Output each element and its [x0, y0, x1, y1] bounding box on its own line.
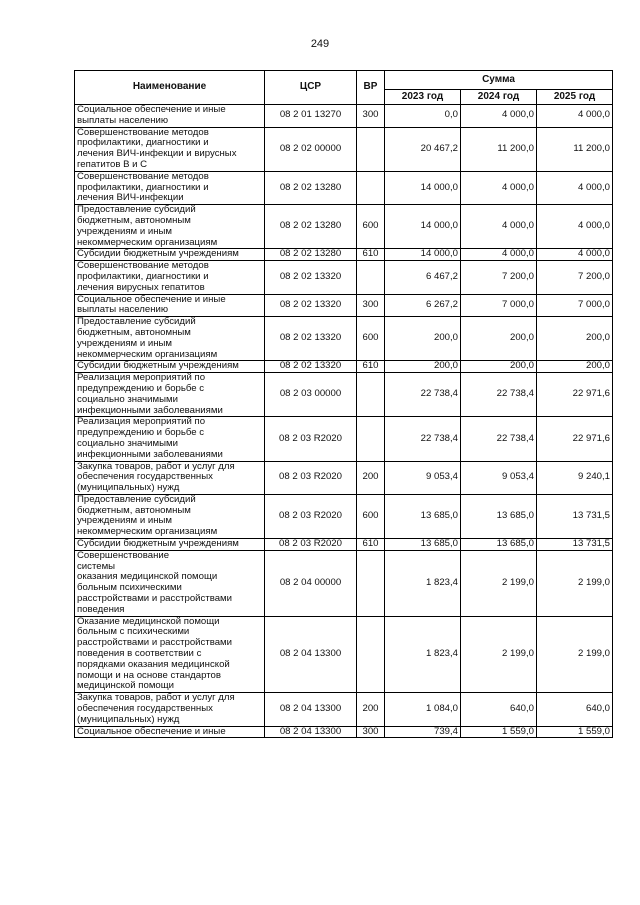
cell-2025: 7 000,0	[537, 294, 613, 317]
cell-2023: 13 685,0	[385, 539, 461, 551]
cell-csr: 08 2 03 R2020	[265, 461, 357, 494]
cell-name: Совершенствование системы оказания медицинской помощи больным психическими расстройствами и расстройствами поведения	[75, 550, 265, 616]
cell-2025: 7 200,0	[537, 261, 613, 294]
table-body	[75, 105, 613, 738]
cell-2025: 13 731,5	[537, 539, 613, 551]
cell-2023: 1 823,4	[385, 616, 461, 693]
cell-2023: 0,0	[385, 105, 461, 128]
cell-2024: 200,0	[461, 317, 537, 361]
cell-2023: 20 467,2	[385, 127, 461, 171]
cell-2024: 4 000,0	[461, 249, 537, 261]
cell-2025: 9 240,1	[537, 461, 613, 494]
cell-2023: 6 267,2	[385, 294, 461, 317]
header-csr: ЦСР	[265, 71, 357, 105]
cell-2023: 22 738,4	[385, 373, 461, 417]
cell-2024: 22 738,4	[461, 373, 537, 417]
table-row	[75, 616, 613, 693]
cell-2024: 22 738,4	[461, 417, 537, 461]
cell-name: Предоставление субсидий бюджетным, автономным учреждениям и иным некоммерческим организациям	[75, 494, 265, 538]
cell-2024: 7 200,0	[461, 261, 537, 294]
cell-vr: 600	[357, 317, 385, 361]
cell-2025: 1 559,0	[537, 726, 613, 738]
cell-csr: 08 2 02 13280	[265, 205, 357, 249]
cell-csr: 08 2 04 13300	[265, 726, 357, 738]
cell-2023: 9 053,4	[385, 461, 461, 494]
cell-csr: 08 2 02 13320	[265, 317, 357, 361]
cell-name: Совершенствование методов профилактики, диагностики и лечения вирусных гепатитов	[75, 261, 265, 294]
cell-name: Социальное обеспечение и иные выплаты населению	[75, 105, 265, 128]
cell-name: Совершенствование методов профилактики, диагностики и лечения ВИЧ-инфекции и вирусных гепатитов В и С	[75, 127, 265, 171]
table-row	[75, 127, 613, 171]
page-number: 249	[310, 38, 330, 50]
cell-2024: 1 559,0	[461, 726, 537, 738]
cell-2024: 200,0	[461, 361, 537, 373]
cell-2023: 14 000,0	[385, 249, 461, 261]
cell-2023: 13 685,0	[385, 494, 461, 538]
header-year-2024: 2024 год	[461, 90, 537, 105]
cell-2025: 4 000,0	[537, 205, 613, 249]
table-row	[75, 105, 613, 128]
cell-2024: 4 000,0	[461, 171, 537, 204]
cell-vr: 300	[357, 105, 385, 128]
header-name: Наименование	[75, 71, 265, 105]
cell-2024: 2 199,0	[461, 616, 537, 693]
cell-csr: 08 2 03 00000	[265, 373, 357, 417]
table-row	[75, 539, 613, 551]
cell-vr: 200	[357, 461, 385, 494]
cell-2024: 4 000,0	[461, 105, 537, 128]
cell-name: Субсидии бюджетным учреждениям	[75, 249, 265, 261]
cell-2025: 4 000,0	[537, 105, 613, 128]
cell-csr: 08 2 02 13280	[265, 171, 357, 204]
table-row	[75, 317, 613, 361]
cell-vr	[357, 127, 385, 171]
header-sum: Сумма	[385, 71, 613, 90]
cell-2025: 2 199,0	[537, 616, 613, 693]
cell-2024: 640,0	[461, 693, 537, 726]
cell-vr: 200	[357, 693, 385, 726]
table-row	[75, 361, 613, 373]
cell-csr: 08 2 04 13300	[265, 616, 357, 693]
cell-vr	[357, 417, 385, 461]
cell-csr: 08 2 02 13320	[265, 261, 357, 294]
cell-2024: 11 200,0	[461, 127, 537, 171]
cell-vr: 300	[357, 294, 385, 317]
cell-vr	[357, 373, 385, 417]
cell-2024: 9 053,4	[461, 461, 537, 494]
cell-csr: 08 2 03 R2020	[265, 494, 357, 538]
cell-2025: 200,0	[537, 317, 613, 361]
cell-2023: 1 823,4	[385, 550, 461, 616]
table-row	[75, 294, 613, 317]
cell-2025: 640,0	[537, 693, 613, 726]
cell-csr: 08 2 03 R2020	[265, 417, 357, 461]
cell-csr: 08 2 01 13270	[265, 105, 357, 128]
cell-2025: 4 000,0	[537, 171, 613, 204]
cell-csr: 08 2 04 13300	[265, 693, 357, 726]
cell-name: Закупка товаров, работ и услуг для обеспечения государственных (муниципальных) нужд	[75, 461, 265, 494]
cell-name: Закупка товаров, работ и услуг для обеспечения государственных (муниципальных) нужд	[75, 693, 265, 726]
cell-vr: 610	[357, 539, 385, 551]
header-year-2023: 2023 год	[385, 90, 461, 105]
cell-csr: 08 2 02 13320	[265, 294, 357, 317]
cell-2023: 739,4	[385, 726, 461, 738]
cell-2025: 2 199,0	[537, 550, 613, 616]
cell-2023: 14 000,0	[385, 171, 461, 204]
cell-2023: 1 084,0	[385, 693, 461, 726]
table-row	[75, 205, 613, 249]
cell-vr	[357, 550, 385, 616]
cell-vr	[357, 616, 385, 693]
cell-2024: 2 199,0	[461, 550, 537, 616]
table-row	[75, 494, 613, 538]
cell-2024: 7 000,0	[461, 294, 537, 317]
table-row	[75, 417, 613, 461]
cell-2025: 22 971,6	[537, 417, 613, 461]
cell-vr: 300	[357, 726, 385, 738]
table-row	[75, 693, 613, 726]
cell-name: Социальное обеспечение и иные	[75, 726, 265, 738]
table-row	[75, 461, 613, 494]
cell-2023: 6 467,2	[385, 261, 461, 294]
cell-csr: 08 2 02 00000	[265, 127, 357, 171]
header-year-2025: 2025 год	[537, 90, 613, 105]
cell-name: Оказание медицинской помощи больным с психическими расстройствами и расстройствами поведения в соответствии с порядками оказания медицинской помощи и на основе стандартов медицинской помощи	[75, 616, 265, 693]
cell-vr: 600	[357, 205, 385, 249]
table-row	[75, 261, 613, 294]
cell-name: Социальное обеспечение и иные выплаты населению	[75, 294, 265, 317]
cell-2023: 14 000,0	[385, 205, 461, 249]
cell-name: Реализация мероприятий по предупреждению и борьбе с социально значимыми инфекционными заболеваниями	[75, 417, 265, 461]
table-row	[75, 726, 613, 738]
cell-2025: 200,0	[537, 361, 613, 373]
cell-2023: 200,0	[385, 361, 461, 373]
table-row	[75, 249, 613, 261]
budget-table	[74, 70, 613, 738]
cell-vr: 600	[357, 494, 385, 538]
cell-2025: 22 971,6	[537, 373, 613, 417]
cell-csr: 08 2 03 R2020	[265, 539, 357, 551]
cell-name: Субсидии бюджетным учреждениям	[75, 361, 265, 373]
table-row	[75, 373, 613, 417]
cell-csr: 08 2 02 13280	[265, 249, 357, 261]
cell-vr: 610	[357, 249, 385, 261]
cell-2024: 13 685,0	[461, 494, 537, 538]
cell-vr: 610	[357, 361, 385, 373]
table-row	[75, 171, 613, 204]
cell-2023: 200,0	[385, 317, 461, 361]
cell-name: Реализация мероприятий по предупреждению и борьбе с социально значимыми инфекционными заболеваниями	[75, 373, 265, 417]
cell-vr	[357, 171, 385, 204]
cell-2025: 11 200,0	[537, 127, 613, 171]
cell-csr: 08 2 04 00000	[265, 550, 357, 616]
cell-vr	[357, 261, 385, 294]
cell-name: Субсидии бюджетным учреждениям	[75, 539, 265, 551]
cell-2024: 4 000,0	[461, 205, 537, 249]
cell-2025: 4 000,0	[537, 249, 613, 261]
cell-2025: 13 731,5	[537, 494, 613, 538]
cell-2023: 22 738,4	[385, 417, 461, 461]
cell-name: Предоставление субсидий бюджетным, автономным учреждениям и иным некоммерческим организациям	[75, 205, 265, 249]
cell-csr: 08 2 02 13320	[265, 361, 357, 373]
table-row	[75, 550, 613, 616]
cell-name: Предоставление субсидий бюджетным, автономным учреждениям и иным некоммерческим организациям	[75, 317, 265, 361]
header-vr: ВР	[357, 71, 385, 105]
cell-2024: 13 685,0	[461, 539, 537, 551]
cell-name: Совершенствование методов профилактики, диагностики и лечения ВИЧ-инфекции	[75, 171, 265, 204]
